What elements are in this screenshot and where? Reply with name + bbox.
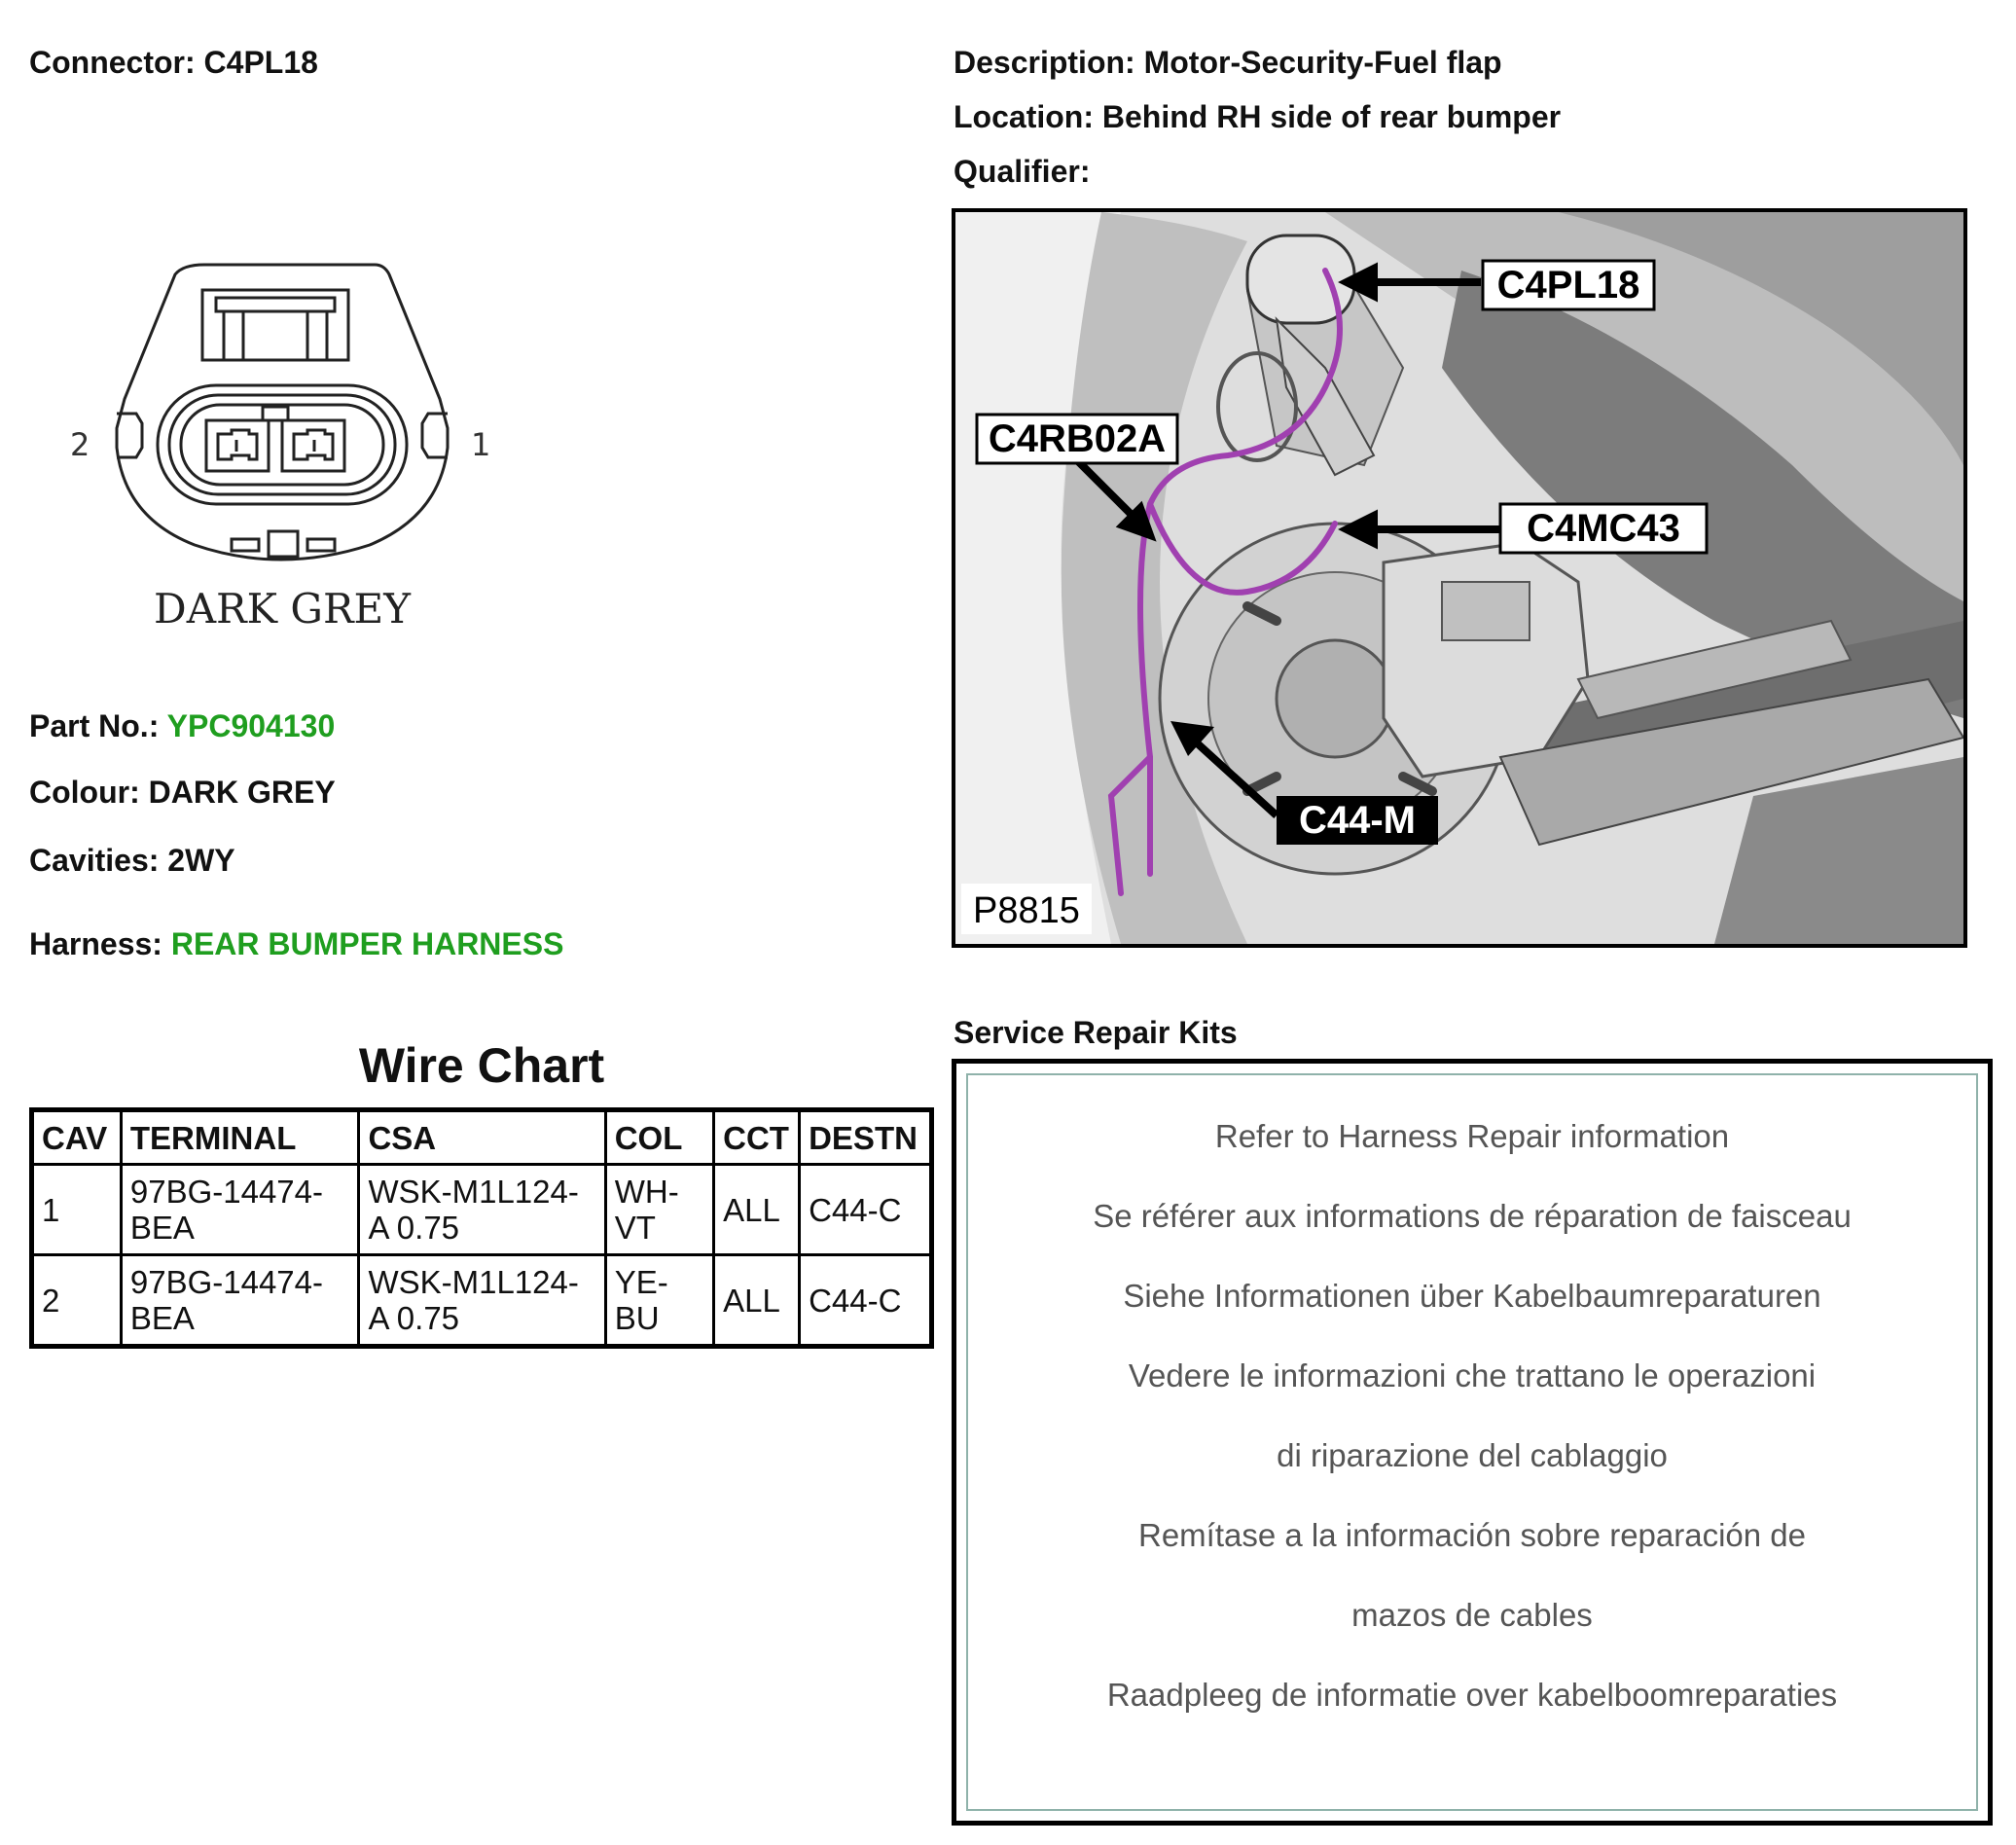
connector-heading: [29, 45, 318, 81]
wire-chart-title: Wire Chart: [358, 1038, 605, 1093]
photo-id: P8815: [973, 890, 1080, 931]
repair-info-line-es-2: mazos de cables: [1351, 1597, 1593, 1633]
service-repair-kits-box: [952, 1059, 1993, 1826]
harness-label: Harness:: [29, 926, 162, 961]
connector-face-diagram: [58, 253, 506, 642]
wire-chart-table: [29, 1107, 934, 1349]
callout-c4rb02a: C4RB02A: [988, 417, 1167, 460]
cell-csa-line: WSK-M1L124-: [368, 1264, 579, 1300]
callout-c4mc43: C4MC43: [1527, 507, 1680, 550]
cell-cct: ALL: [714, 1255, 800, 1347]
cavities-line: [29, 843, 235, 879]
qualifier-line: [954, 154, 1090, 190]
cell-cav: 2: [32, 1255, 122, 1347]
pin-1-label: 1: [471, 426, 491, 463]
diagram-color-label: DARK GREY: [154, 585, 411, 633]
cell-cav: 1: [32, 1165, 122, 1255]
location-line: [954, 99, 1561, 135]
cell-cct: ALL: [714, 1165, 800, 1255]
repair-info-line-fr: Se référer aux informations de réparation de faisceau: [1093, 1198, 1852, 1234]
cell-destn[interactable]: C44-C: [800, 1255, 932, 1347]
repair-info-line-it-1: Vedere le informazioni che trattano le operazioni: [1128, 1357, 1817, 1393]
pin-2-label: 2: [70, 426, 90, 463]
table-row: [32, 1165, 932, 1255]
description-line: [954, 45, 1502, 81]
header-terminal: TERMINAL: [121, 1110, 359, 1165]
location-illustration: [955, 212, 1963, 944]
cell-terminal: [121, 1255, 359, 1347]
callout-c44m: C44-M: [1298, 799, 1417, 842]
cell-col-line: VT: [614, 1210, 656, 1246]
cell-terminal: [121, 1165, 359, 1255]
cell-col-line: WH-: [614, 1174, 679, 1210]
header-csa: CSA: [359, 1110, 605, 1165]
cell-csa-line: A 0.75: [368, 1210, 460, 1246]
cell-csa-line: WSK-M1L124-: [368, 1174, 579, 1210]
cell-destn[interactable]: C44-C: [800, 1165, 932, 1255]
cavities-value: 2WY: [167, 843, 235, 878]
location-value: Behind RH side of rear bumper: [1101, 99, 1562, 134]
callout-c4pl18: C4PL18: [1496, 264, 1640, 307]
part-no-label: Part No.:: [29, 708, 160, 743]
colour-label: Colour:: [29, 775, 140, 810]
qualifier-label: Qualifier:: [954, 154, 1091, 189]
harness-line: [29, 926, 563, 962]
cell-terminal-line: BEA: [129, 1300, 195, 1336]
connector-label: Connector:: [29, 45, 196, 80]
repair-info-line-nl: Raadpleeg de informatie over kabelboomreparaties: [1106, 1677, 1838, 1713]
colour-value: DARK GREY: [148, 775, 336, 810]
location-label: Location:: [954, 99, 1094, 134]
repair-info-line-it-2: di riparazione del cablaggio: [1277, 1437, 1668, 1473]
table-row: [32, 1255, 932, 1347]
cell-col: [605, 1165, 713, 1255]
cell-csa-line: A 0.75: [368, 1300, 460, 1336]
service-repair-kits-inner: [966, 1073, 1978, 1811]
connector-value: C4PL18: [203, 45, 318, 80]
cell-terminal-line: 97BG-14474-: [129, 1264, 324, 1300]
cell-col: [605, 1255, 713, 1347]
harness-value[interactable]: REAR BUMPER HARNESS: [170, 926, 564, 961]
cell-terminal-line: BEA: [129, 1210, 195, 1246]
header-cav: CAV: [32, 1110, 122, 1165]
part-no-value[interactable]: YPC904130: [166, 708, 336, 743]
cell-col-line: YE-: [614, 1264, 668, 1300]
header-col: COL: [605, 1110, 713, 1165]
repair-info-line-en: Refer to Harness Repair information: [1214, 1118, 1730, 1154]
repair-info-line-es-1: Remítase a la información sobre reparación de: [1137, 1517, 1807, 1553]
cell-csa: [359, 1255, 605, 1347]
wire-chart-header-row: [32, 1110, 932, 1165]
cavities-label: Cavities:: [29, 843, 160, 878]
repair-info-line-de: Siehe Informationen über Kabelbaumreparaturen: [1123, 1278, 1821, 1314]
location-photo: [952, 208, 1967, 948]
description-value: Motor-Security-Fuel flap: [1143, 45, 1502, 80]
cell-terminal-line: 97BG-14474-: [129, 1174, 324, 1210]
cell-col-line: BU: [614, 1300, 660, 1336]
cell-csa: [359, 1165, 605, 1255]
colour-line: [29, 775, 336, 811]
service-repair-kits-title: Service Repair Kits: [954, 1015, 1238, 1050]
description-label: Description:: [954, 45, 1135, 80]
header-destn: DESTN: [800, 1110, 932, 1165]
header-cct: CCT: [714, 1110, 800, 1165]
part-no-line: [29, 708, 335, 744]
